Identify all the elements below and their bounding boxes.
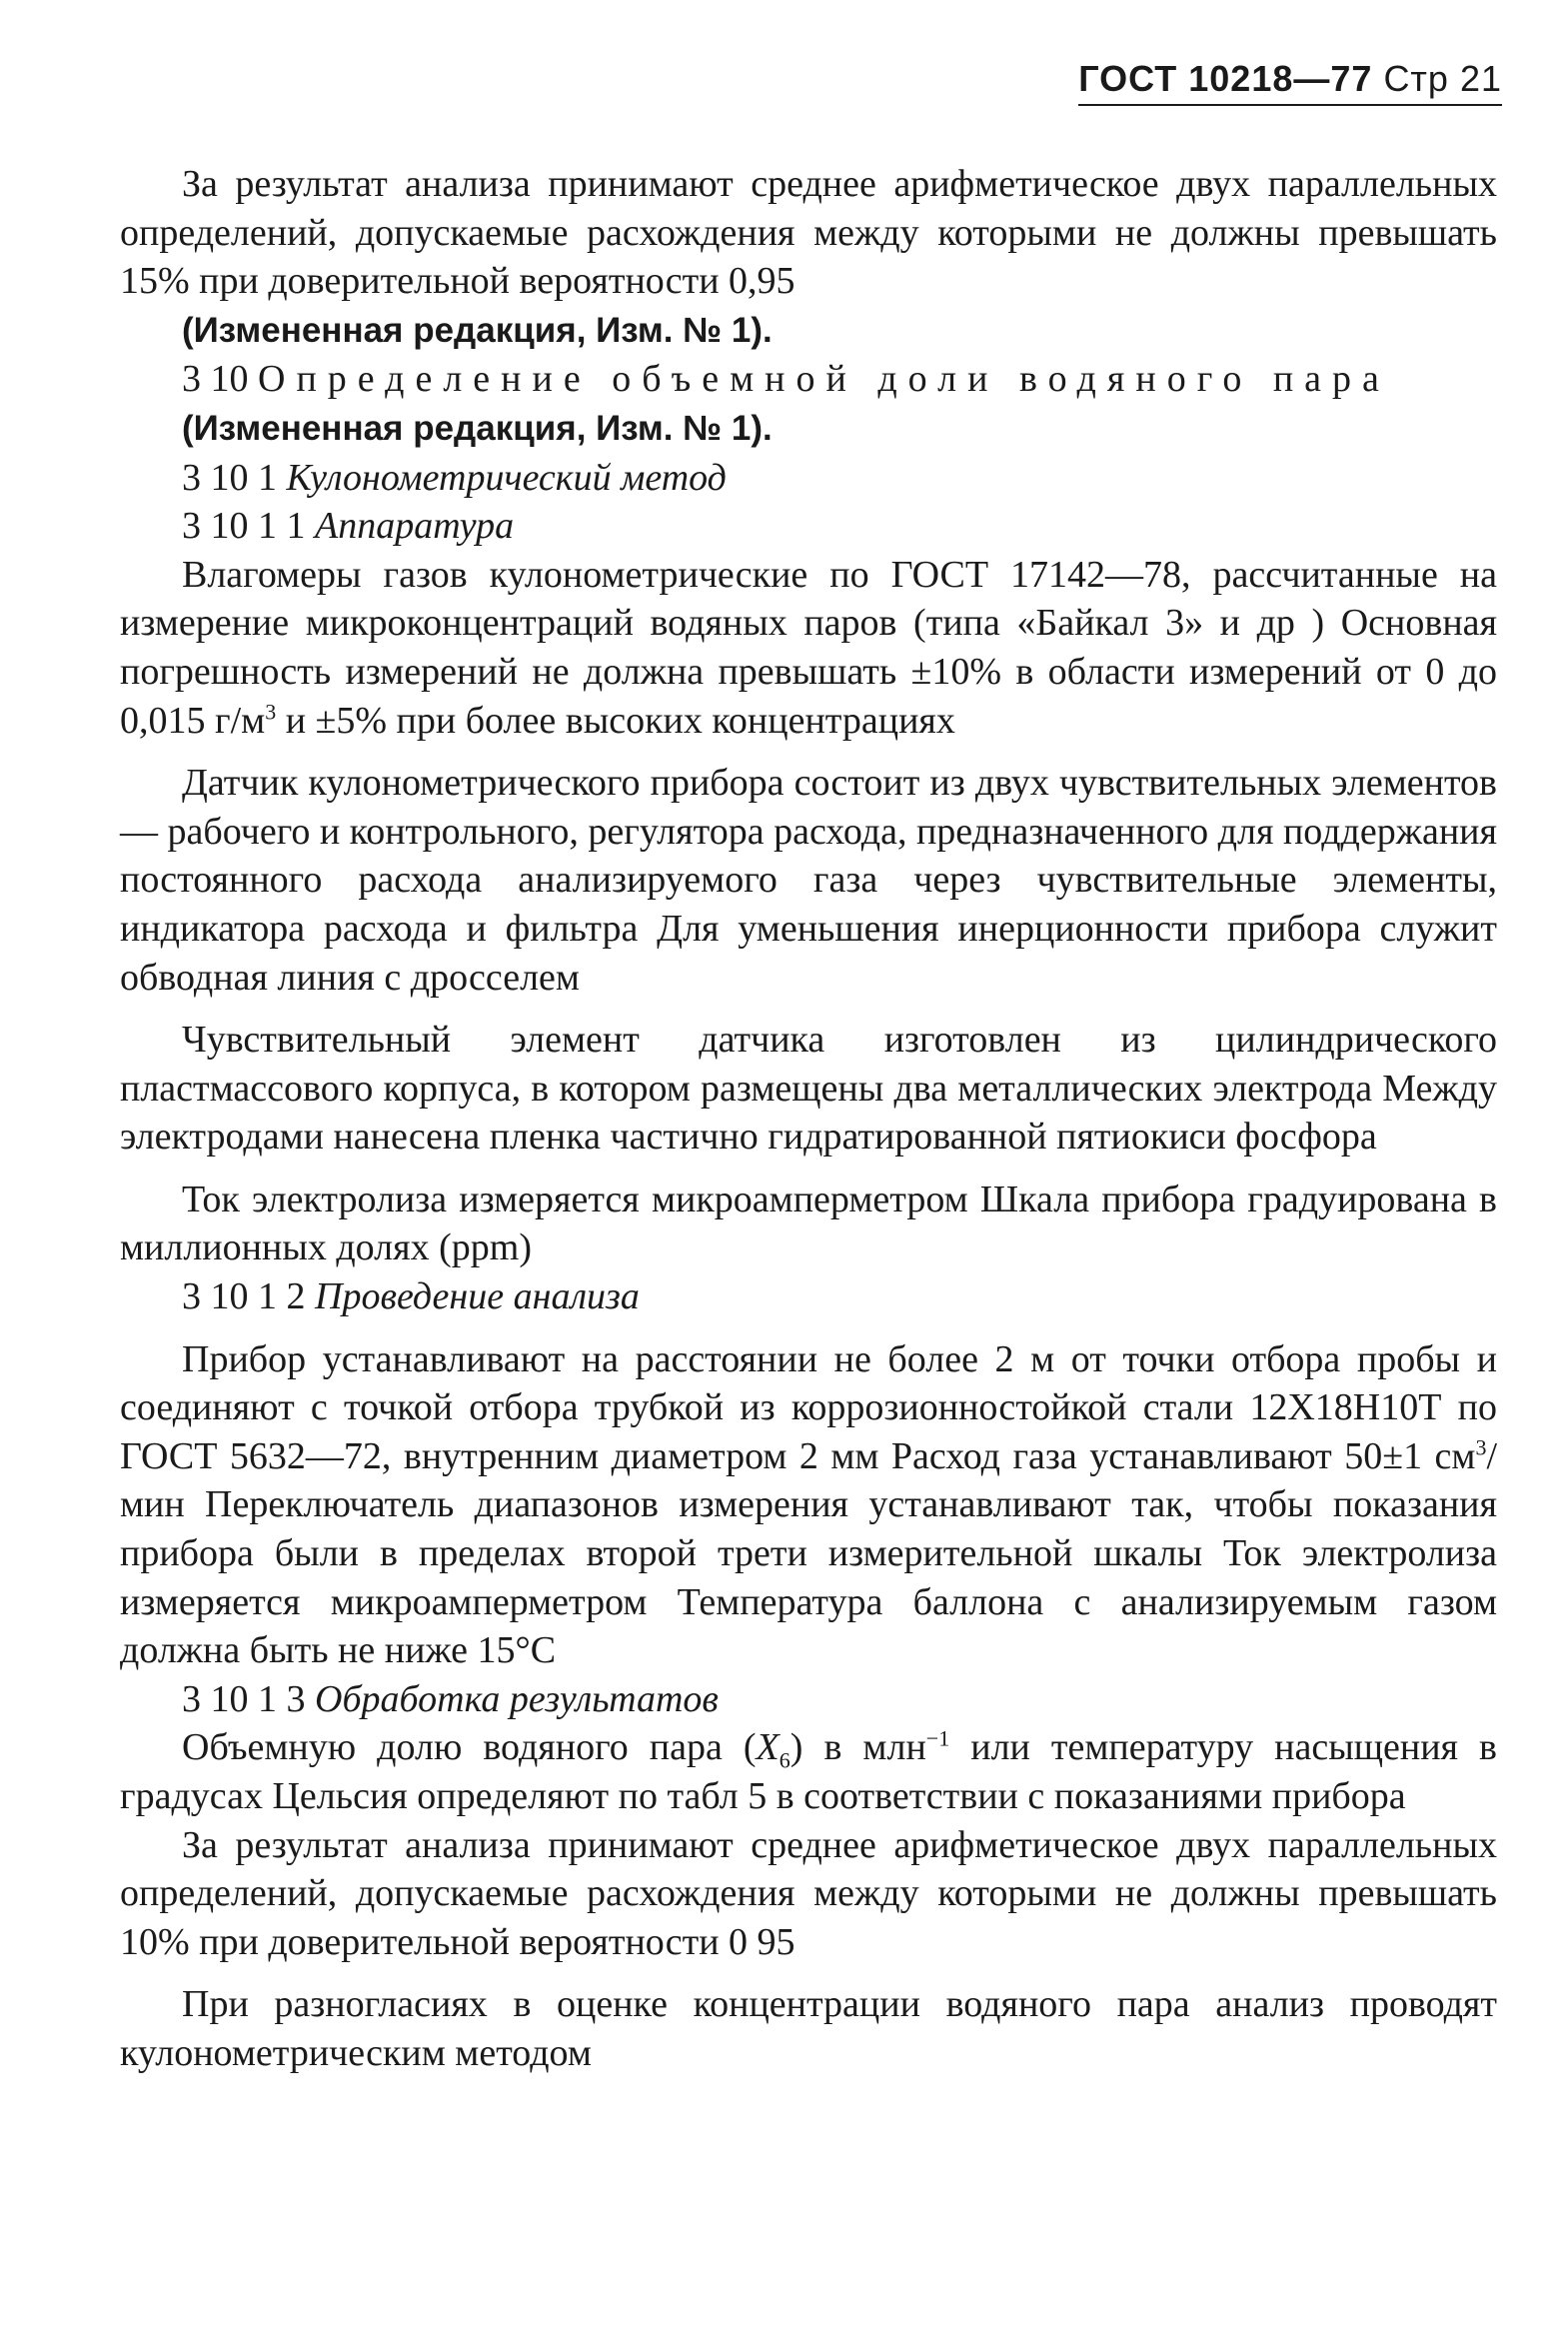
paragraph-sensitive-element: Чувствительный элемент датчика изготовлен из цилиндрического пластмассового корпуса, в котором размещены два металлических электрода Между электродами нанесена пленка частично гидратированной пятиокиси фосфора (120, 1019, 1497, 1159)
text-run: Объемную долю водяного пара ( (182, 1726, 757, 1769)
amendment-note-1 (120, 306, 1497, 356)
paragraph-hygrometers (120, 551, 1497, 745)
text-run: Влагомеры газов кулонометрические по ГОСТ 17142—78, рассчитанные на измерение микроконцентраций водяных паров (типа «Байкал 3» и др ) Основная погрешность измерений не должна превышать ±10% в области измерений от 0 до 0,015 г/м (120, 553, 1497, 742)
section-3-10-1-heading (120, 454, 1497, 503)
section-number: 3 10 1 (182, 456, 277, 499)
text-run: ) в млн (789, 1726, 926, 1769)
section-number: 3 10 1 1 (182, 505, 306, 548)
section-title: Обработка результатов (315, 1677, 719, 1720)
text-run: Прибор устанавливают на расстоянии не более 2 м от точки отбора пробы и соединяют с точкой отбора трубкой из коррозионностойкой стали 12Х18Н10Т по ГОСТ 5632—72, внутренним диаметром 2 мм Расход газа устанавливают 50±1 см (120, 1337, 1497, 1477)
superscript: −1 (925, 1725, 950, 1751)
text-run: или температуру насыщения в градусах Цельсия определяют по табл 5 в соответствии с показаниями прибора (120, 1726, 1497, 1817)
amendment-note-text: (Измененная редакция, Изм. № 1). (182, 408, 773, 448)
paragraph-result-15: За результат анализа принимают среднее арифметическое двух параллельных определений, допускаемые расхождения между которыми не должны превышать 15% при доверительной вероятности 0,95 (120, 163, 1497, 303)
subscript: 6 (779, 1748, 790, 1773)
page-number: Стр 21 (1383, 58, 1502, 99)
document-body (120, 160, 1497, 2078)
section-3-10-heading (120, 355, 1497, 404)
section-3-10-1-2-heading (120, 1272, 1497, 1321)
section-title: Аппаратура (315, 505, 515, 548)
section-3-10-1-3-heading (120, 1675, 1497, 1724)
section-3-10-1-1-heading (120, 502, 1497, 551)
amendment-note-text: (Измененная редакция, Изм. № 1). (182, 310, 773, 350)
paragraph-result-10: За результат анализа принимают среднее арифметическое двух параллельных определений, допускаемые расхождения между которыми не должны превышать 10% при доверительной вероятности 0 95 (120, 1823, 1497, 1963)
section-title: Проведение анализа (315, 1275, 640, 1318)
paragraph-electrolysis-current: Ток электролиза измеряется микроамперметром Шкала прибора градуирована в миллионных долях (ppm) (120, 1177, 1497, 1269)
section-title: Определение объемной доли водяного пара (258, 358, 1390, 401)
section-title: Кулонометрический метод (286, 456, 727, 499)
standard-number: ГОСТ 10218—77 (1078, 58, 1373, 99)
superscript: 3 (265, 698, 277, 724)
variable-symbol: X (756, 1726, 780, 1769)
paragraph-procedure (120, 1335, 1497, 1675)
page-header (1078, 58, 1502, 106)
text-run: и ±5% при более высоких концентрациях (276, 699, 955, 742)
amendment-note-2 (120, 404, 1497, 454)
superscript: 3 (1475, 1434, 1487, 1460)
paragraph-disagreement: При разногласиях в оценке концентрации водяного пара анализ проводят кулонометрическим методом (120, 1983, 1497, 2074)
section-number: 3 10 (182, 358, 249, 401)
paragraph-volume-fraction (120, 1723, 1497, 1820)
section-number: 3 10 1 3 (182, 1677, 306, 1720)
text-run: /мин Переключатель диапазонов измерения устанавливают так, чтобы показания прибора были в пределах второй трети измерительной шкалы Ток электролиза измеряется микроамперметром Температура баллона с анализируемым газом должна быть не ниже 15°С (120, 1434, 1497, 1672)
paragraph-sensor: Датчик кулонометрического прибора состоит из двух чувствительных элементов — рабочего и контрольного, регулятора расхода, предназначенного для поддержания постоянного расхода анализируемого газа через чувствительные элементы, индикатора расхода и фильтра Для уменьшения инерционности прибора служит обводная линия с дросселем (120, 762, 1498, 999)
section-number: 3 10 1 2 (182, 1275, 306, 1318)
